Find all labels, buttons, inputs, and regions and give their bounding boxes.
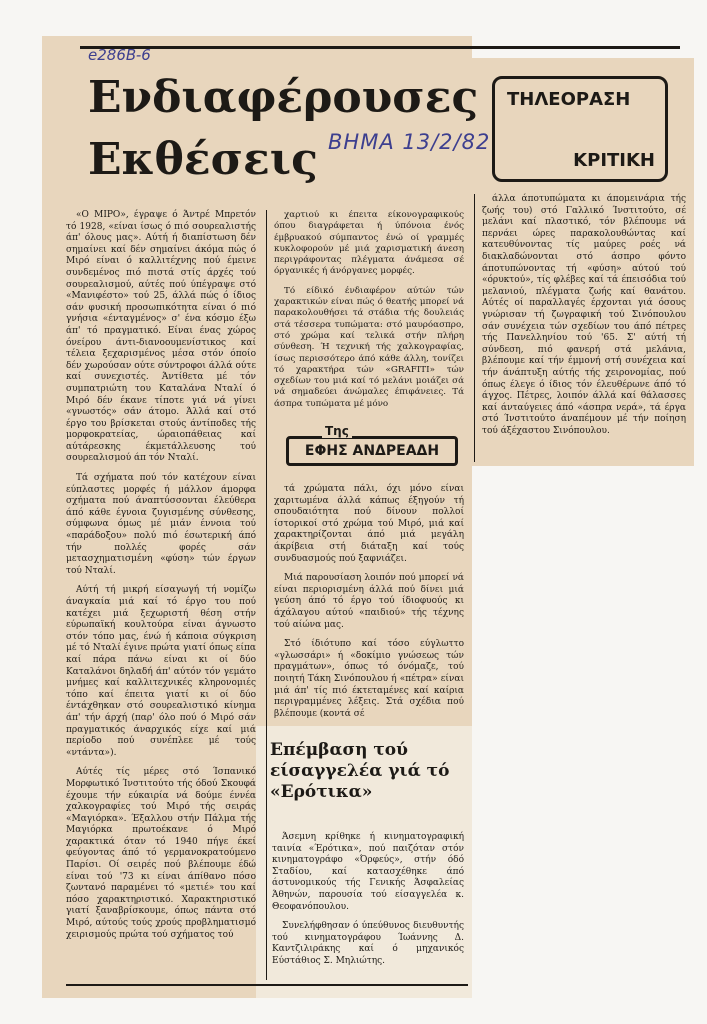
bottom-rule: [66, 984, 468, 986]
byline: [286, 424, 458, 468]
article-title-line2: Εκθέσεις: [88, 134, 318, 185]
article-column: [482, 194, 686, 462]
paragraph: «Ο ΜΙΡΟ», έγραψε ό Άντρέ Μπρετόν τό 1928, «είναι ίσως ό πιό σουρεαλιστής άπ' όλους μας». Αύτή ή διαπίστωση δέν σημαίνει καί δέν σημαίνει άκόμα πώς ό Μιρό είναι ό καλλιτέχνης πού έμεινε συνδεμένος πιό πιστά στίς άρχές τού σουρεαλισμού, αύτές πού ύπέγραψε στό «Μανιφέστο» τού 25, άλλά πώς ό ίδιος σάν φυσική προσωπικότητα είναι ό πιό γνήσια «ένταγμένος» σ' ένα κόσμο έξω άπ' τό πραγματικό. Είναι ένας χώρος όνείρου άντι-διανοουμενίστικος καί τέλεια ξεχαρισμένος μέσα στόν όποίο δέν χωρούσαν ούτε σύντροφοι άλλά ούτε καί συνεχιστές. Άντίθετα μέ τόν συμπατριώτη του Καταλάνα Νταλί ό Μιρό δέν έκανε τίποτε γιά νά γίνει «γνωστός» σάν άτομο. Άλλά καί στό έργο του βρίσκεται στούς άντίποδες τής μορφοκρατείας, ώραιοπάθειας καί αύτάρεσκης έκμετάλλευσης τού σουρεαλισμού άπ τόν Νταλί.: [66, 210, 256, 464]
paragraph: Άσεμνη κρίθηκε ή κινηματογραφική ταινία «Έρότικα», πού παιζόταν στόν κινηματογράφο «Όρφεύς», στήν όδό Σταδίου, καί κατασχέθηκε άπό άστυνομικούς τής Γενικής Άσφαλείας Άθηνών, παρουσία τού είσαγγελέα κ. Θεοφανόπουλου.: [272, 832, 464, 912]
article-column: [274, 210, 464, 416]
section-box: [492, 76, 668, 182]
paragraph: Αύτές τίς μέρες στό Ίσπανικό Μορφωτικό Ίνστιτούτο τής όδού Σκουφά έχουμε τήν εύκαιρία νά δούμε έννέα χαλκογραφίες τού Μιρό τής σειράς «Μαγιόρκα». Έξαλλου στήν Πάλμα τής Μαγιόρκα πρωτοέκανε ό Μιρό χαρακτικά όταν τό 1940 πήγε έκεί φεύγοντας άπό τό γερμανοκρατούμενο Παρίσι. Οί σειρές πού βλέπουμε έδώ είναι τού '73 κι είναι άπίθανο πόσο ζωντανό παραμένει τό «μετιέ» του καί πόσο χαρακτηριστικό. Χαρακτηριστικό γιατί ξαναβρίσκουμε, όπως πάντα στό Μιρό, αύτούς τούς χρούς προβληματισμό χειρισμούς πρώτα τού σχήματος τού: [66, 767, 256, 940]
byline-prefix: Της: [322, 424, 352, 438]
section-label: ΤΗΛΕΟΡΑΣΗ: [507, 89, 631, 110]
paragraph: Τά σχήματα πού τόν κατέχουν είναι εύπλαστες μορφές ή μάλλον άμορφα σχήματα πού άναπτύσσονται έλεύθερα άπό κάθε έγνοια ζυγισμένης σύνθεσης, σύμφωνα όμως μέ μιάν έννοια τού «παράδοξου» πολύ πιό έσωτερική άπό τήν πολλές φορές σάν μετασχηματισμένη «φύση» τών έργων τού Νταλί.: [66, 473, 256, 576]
section-sublabel: ΚΡΙΤΙΚΗ: [573, 150, 655, 171]
paragraph: Στό ίδιότυπο καί τόσο εύγλωττο «γλωσσάρι» ή «δοκίμιο γνώσεως τών πραγμάτων», όπως τό όνόμαζε, τού ποιητή Τάκη Σινόπουλου ή «πέτρα» είναι μιά άπ' τίς πιό έκτεταμένες καί καίρια περιγραμμένες λέξεις. Στά σχέδια πού βλέπουμε (κοντά σέ: [274, 639, 464, 719]
paragraph: χαρτιού κι έπειτα είκονογραφικούς όπου διαγράφεται ή ύπόνοια ένός έμβρυακού σύμπαντος ένώ οί γραμμές κυκλοφορούν μέ μιά χαρισματική άνεση περιγράφοντας πλέγματα άνάμεσα σέ όργανικές ή άνόργανες μορφές.: [274, 210, 464, 277]
news-column: [272, 832, 464, 982]
archive-ref-note: e286B-6: [88, 46, 151, 64]
paragraph: άλλα άποτυπώματα κι άπομεινάρια τής ζωής του) στό Γαλλικό Ίνστιτούτο, σέ μελάνι καί πλαστικό, τόν βλέπουμε νά περνάει ώρες παρακολουθώντας καί κατευθύνοντας τίς μαύρες ροές νά διακλαδώνονται στό άσπρο φόντο άποτυπώνοντας τή «φύση» αύτού τού «όρυκτού», τίς φλέβες καί τά έπεισόδια τού μελανιού, πλέγματα ζωής καί θανάτου. Αύτές οί παραλλαγές έρχονται γιά όσους γνώρισαν τή ζωγραφική τού Σινόπουλου σάν συνέχεια τών σχεδίων του άπό πέτρες τής Πανελληνίου τού '65. Σ' αύτή τή σύνδεση, πιό φανερή στά μελάνια, βλέπουμε καί τήν έμμονή στή συνέχεια καί τήν άνάπτυξη αύτής τής χειρονομίας, πού όπως έλεγε ό ίδιος τόν έλευθέρωνε άπό τό άγχος. Πέτρες, λοιπόν άλλά καί θάλασσες καί άνταύγειες άπό «άσπρα νερά», τά έργα στό Ίνστιτούτο άναπέμουν μέ τήν ποίηση τού άξέχαστου Σινόπουλου.: [482, 194, 686, 436]
column-divider: [266, 210, 267, 980]
article-title-line1: Ενδιαφέρουσες: [88, 72, 479, 123]
paragraph: Συνελήφθησαν ό ύπεύθυνος διευθυντής τού κινηματογράφου Ίωάννης Δ. Καντζιλιράκης καί ό μηχανικός Εύστάθιος Σ. Μηλιώτης.: [272, 921, 464, 966]
paragraph: Αύτή τή μικρή είσαγωγή τή νομίζω άναγκαία μιά καί τό έργο του πού κατέχει μιά ξεχωριστή θέση στήν εύρωπαϊκή κουλτούρα είναι άγνωστο στόν τόπο μας, ένώ ή κάποια σύγκριση μέ τό Νταλί έγινε πρώτα γιατί όπως είπα καί πάρα πάνω είναι κι οί δύο Καταλάνοι δηλαδή άπ' αύτόν τόν γεμάτο μνήμες καί καλλιτεχνικές κληρονομιές τόπο καί έπειτα γιατί κι οί δύο έντάχθηκαν στό σουρεαλιστικό κίνημα άπ' τήν άρχή (παρ' όλο πού ό Μιρό σάν πραγματικός άναρχικός είχε καί μιά περίοδο πού συνέπλεε μέ τούς «ντάντα»).: [66, 585, 256, 758]
news-headline: Επέμβαση τού είσαγγελέα γιά τό «Ερότικα»: [270, 740, 450, 802]
paragraph: Μιά παρουσίαση λοιπόν πού μπορεί νά είναι περιορισμένη άλλά πού δίνει μιά γεύση άπό τό έργο τού ίδιοφυούς κι άχάλαγου αύτού «παιδιού» τής τέχνης τού αίώνα μας.: [274, 573, 464, 630]
paragraph: τά χρώματα πάλι, όχι μόνο είναι χαριτωμένα άλλά κάπως έξηγούν τή σπουδαιότητα πού δίνουν πολλοί ίστορικοί στό χρώμα τού Μιρό, μιά καί χαρακτηρίζονται άπό μιά μεγάλη άκρίβεια στή διάταξη καί τούς συνδυασμούς πού ξαφνιάζει.: [274, 484, 464, 564]
handwritten-date: ΒΗΜΑ 13/2/82: [328, 130, 491, 154]
article-column: [66, 210, 256, 980]
column-divider: [474, 194, 475, 462]
paragraph: Τό είδικό ένδιαφέρον αύτών τών χαρακτικών είναι πώς ό θεατής μπορεί νά παρακολουθήσει τά στάδια τής δουλειάς στά τέσσερα τυπώματα: στό μαυρόασπρο, στό χρώμα καί τελικά στήν πλήρη σύνθεση. Ή τεχνική τής χαλκογραφίας, ίσως περισσότερο άπό κάθε άλλη, τονίζει τό χαρακτήρα τών «GRAFITI» τών σχεδίων του μιά καί τό μελάνι μοιάζει σά νά σημαδεύει άνώμαλες έπιφάνειες. Τά άσπρα τυπώματα μέ μόνο: [274, 285, 464, 409]
article-column: [274, 484, 464, 724]
author-name: ΕΦΗΣ ΑΝΔΡΕΑΔΗ: [286, 436, 458, 466]
top-rule: [80, 46, 680, 49]
